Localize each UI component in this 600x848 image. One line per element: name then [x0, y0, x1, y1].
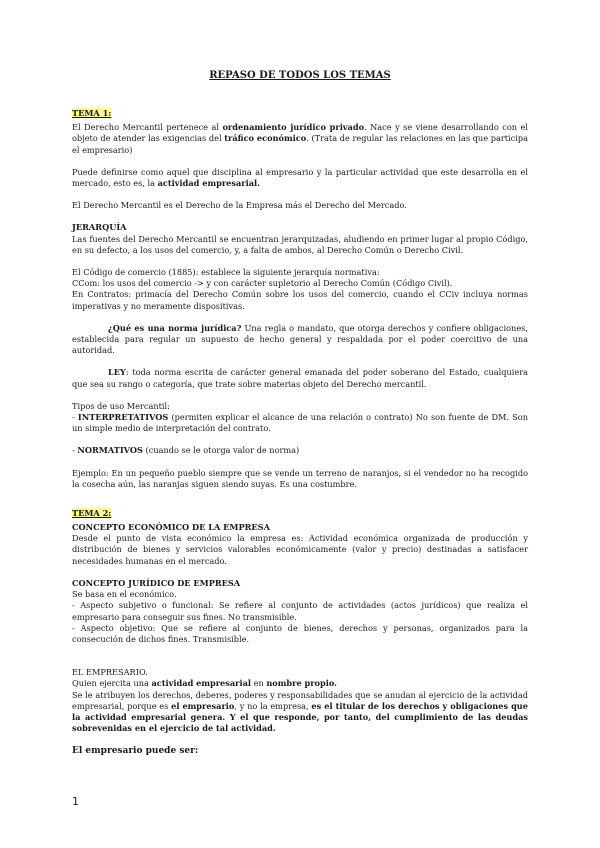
bold-text-run: NORMATIVOS [77, 445, 143, 456]
text-run: . (Trata de regular las relaciones en las que participa el empresario) [72, 133, 528, 155]
concepto-juridico-heading: CONCEPTO JURÍDICO DE EMPRESA [72, 577, 241, 588]
bold-text-run: nombre propio. [266, 678, 338, 689]
text-run: en [251, 678, 267, 689]
concepto-juridico-line-3: - Aspecto objetivo: Que se refiere al conjunto de bienes, derechos y personas, organizados para la consecución de dichos fines. Transmisible. [72, 622, 528, 644]
bold-text-run: LEY [108, 367, 126, 378]
codigo-line-3: En Contratos: primacía del Derecho Común sobre los usos del comercio, cuando el CCiv incluya normas imperativas y no meramente dispositivas. [72, 289, 528, 311]
empresario-heading: EL EMPRESARIO. [72, 667, 148, 678]
text-run: - [72, 412, 78, 423]
bold-text-run: actividad empresarial. [157, 178, 260, 189]
bold-text-run: ordenamiento jurídico privado [222, 122, 365, 133]
norma-juridica-paragraph [72, 323, 528, 357]
tema2-heading: TEMA 2: [72, 508, 112, 519]
text-run: Puede definirse como aquel que disciplina al empresario y la particular actividad que este desarrolla en el mercado, esto es, la [72, 166, 528, 189]
page-number: 1 [72, 795, 79, 808]
text-run: (cuando se le otorga valor de norma) [142, 445, 300, 456]
text-run: Una regla o mandato, que otorga derechos y confiere obligaciones, establecida para regular un supuesto de hecho general y respaldada por el poder coercitivo de una autoridad. [72, 322, 528, 356]
concepto-economico-paragraph: Desde el punto de vista económico la empresa es: Actividad económica organizada de producción y distribución de bienes y servicios valorables económicamente (valor y precio) destinadas a satisfacer necesidades humanas en el mercado. [72, 533, 528, 566]
text-run: . Nace y se viene desarrollando con el objeto de atender las exigencias del [72, 122, 528, 144]
bold-text-run: INTERPRETATIVOS [77, 412, 169, 423]
bold-text-run: actividad empresarial [151, 678, 252, 689]
codigo-line-2: CCom: los usos del comercio -> y con carácter supletorio al Derecho Común (Código Civil). [72, 278, 453, 289]
bold-text-run: tráfico económico [224, 133, 307, 144]
empresario-line-1 [72, 678, 528, 689]
ejemplo-paragraph: Ejemplo: En un pequeño pueblo siempre que se vende un terreno de naranjos, si el vendedor no ha recogido la cosecha aún, las naranjas siguen siendo suyas. Es una costumbre. [72, 467, 528, 489]
page-content [72, 70, 528, 757]
jerarquia-heading: JERARQUÍA [72, 222, 127, 233]
tema1-paragraph-2 [72, 167, 528, 189]
concepto-juridico-line-2: - Aspecto subjetivo o funcional: Se refiere al conjunto de actividades (actos jurídicos) que realiza el empresario para conseguir sus fines. No transmisible. [72, 600, 528, 622]
text-run: Quien ejercita una [72, 678, 152, 689]
text-run: (permiten explicar el alcance de una relación o contrato) No son fuente de DM. Son un simple medio de interpretación del contrato. [72, 412, 528, 434]
tema1-paragraph-1 [72, 122, 528, 156]
text-run: : toda norma escrita de carácter general emanada del poder soberano del Estado, cualquiera que sea su rango o categoría, que trate sobre materias objeto del Derecho mercantil. [72, 367, 528, 389]
tipo-interpretativos [72, 412, 528, 434]
empresario-puede-ser: El empresario puede ser: [72, 746, 199, 757]
tema1-heading: TEMA 1: [72, 108, 112, 119]
bold-text-run: el empresario [171, 700, 235, 711]
codigo-line-1: El Código de comercio (1885): establece la siguiente jerarquía normativa: [72, 267, 380, 278]
tipos-intro: Tipos de uso Mercantil: [72, 400, 170, 411]
jerarquia-paragraph: Las fuentes del Derecho Mercantil se encuentran jerarquizadas, aludiendo en primer lugar al propio Código, en su defecto, a los usos del comercio, y, a falta de ambos, al Derecho Común o Derecho Civil. [72, 233, 528, 255]
ley-paragraph [72, 367, 528, 389]
text-run: El Derecho Mercantil pertenece al [72, 122, 223, 133]
bold-text-run: es el titular de los derechos y obligaciones que la actividad empresarial genera. Y el que responde, por tanto, del cumplimiento de las deudas sobrevenidas en el ejercicio de tal actividad. [72, 700, 528, 734]
tipo-normativos [72, 445, 528, 456]
text-run: Se le atribuyen los derechos, deberes, poderes y responsabilidades que se anudan al ejercicio de la actividad empresarial, porque es [72, 689, 528, 711]
document-title: REPASO DE TODOS LOS TEMAS [209, 70, 391, 81]
tema1-paragraph-3: El Derecho Mercantil es el Derecho de la Empresa más el Derecho del Mercado. [72, 200, 407, 211]
bold-text-run: ¿Qué es una norma jurídica? [108, 322, 242, 333]
concepto-juridico-line-1: Se basa en el económico. [72, 589, 177, 600]
text-run: , y no la empresa, [234, 700, 312, 711]
empresario-paragraph [72, 690, 528, 735]
text-run: - [72, 445, 78, 456]
concepto-economico-heading: CONCEPTO ECONÓMICO DE LA EMPRESA [72, 522, 270, 533]
